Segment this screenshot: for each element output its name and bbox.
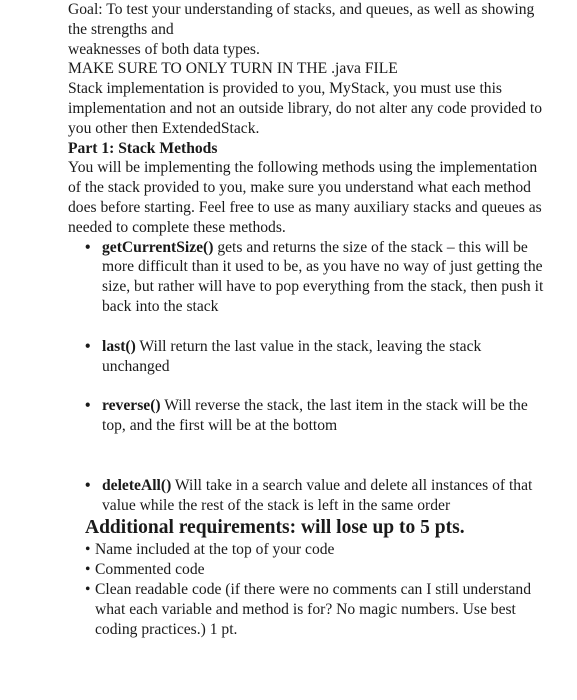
part1-heading: Part 1: Stack Methods — [68, 139, 218, 157]
bullet-icon: • — [85, 397, 91, 415]
bullet-icon: • — [85, 238, 91, 256]
method-item-deleteall — [68, 476, 548, 516]
part1-description: You will be implementing the following methods using the implementation of the stack provided to you, make sure you understand what each method does before starting. Feel free to use as many auxiliary stacks and queues as needed to complete these methods. — [68, 159, 542, 236]
goal-text-continued: weaknesses of both data types. — [68, 40, 260, 58]
assignment-document — [68, 0, 548, 640]
method-name: last() — [102, 337, 136, 355]
method-description: Will take in a search value and delete all instances of that value while the rest of the stack is left in the same order — [102, 476, 533, 514]
method-name: deleteAll() — [102, 476, 172, 494]
method-item-reverse — [68, 396, 548, 436]
method-item-getcurrentsize — [68, 238, 548, 317]
method-description: Will return the last value in the stack, leaving the stack unchanged — [102, 337, 482, 375]
bullet-icon: • — [85, 560, 91, 578]
bullet-icon: • — [85, 540, 91, 558]
turn-in-instruction: MAKE SURE TO ONLY TURN IN THE .java FILE — [68, 60, 398, 78]
requirement-item-name — [68, 540, 548, 560]
method-item-last — [68, 337, 548, 377]
requirement-text: Commented code — [95, 560, 205, 578]
requirement-text: Clean readable code (if there were no comments can I still understand what each variable and method is for? No magic numbers. Use best coding practices.) 1 pt. — [95, 580, 532, 638]
method-description: gets and returns the size of the stack – this will be more difficult than it used to be, as you have no way of just getting the size, but rather will have to pop everything from the stack, then push it back into the stack — [102, 238, 544, 315]
requirement-item-comments — [68, 560, 548, 580]
stack-implementation-note: Stack implementation is provided to you, MyStack, you must use this implementation and not an outside library, do not alter any code provided to you other then ExtendedStack. — [68, 80, 543, 137]
method-name: getCurrentSize() — [102, 238, 214, 256]
bullet-icon: • — [85, 580, 91, 598]
additional-requirements-heading: Additional requirements: will lose up to 5 pts. — [85, 516, 465, 538]
requirement-item-readable-code — [68, 580, 548, 640]
method-name: reverse() — [102, 397, 161, 415]
requirements-list — [68, 540, 548, 640]
bullet-icon: • — [85, 337, 91, 355]
requirement-text: Name included at the top of your code — [95, 540, 335, 558]
goal-text: Goal: To test your understanding of stacks, and queues, as well as showing the strengths and — [68, 1, 535, 38]
bullet-icon: • — [85, 476, 91, 494]
method-description: Will reverse the stack, the last item in the stack will be the top, and the first will be at the bottom — [102, 397, 528, 435]
method-list — [68, 238, 548, 516]
